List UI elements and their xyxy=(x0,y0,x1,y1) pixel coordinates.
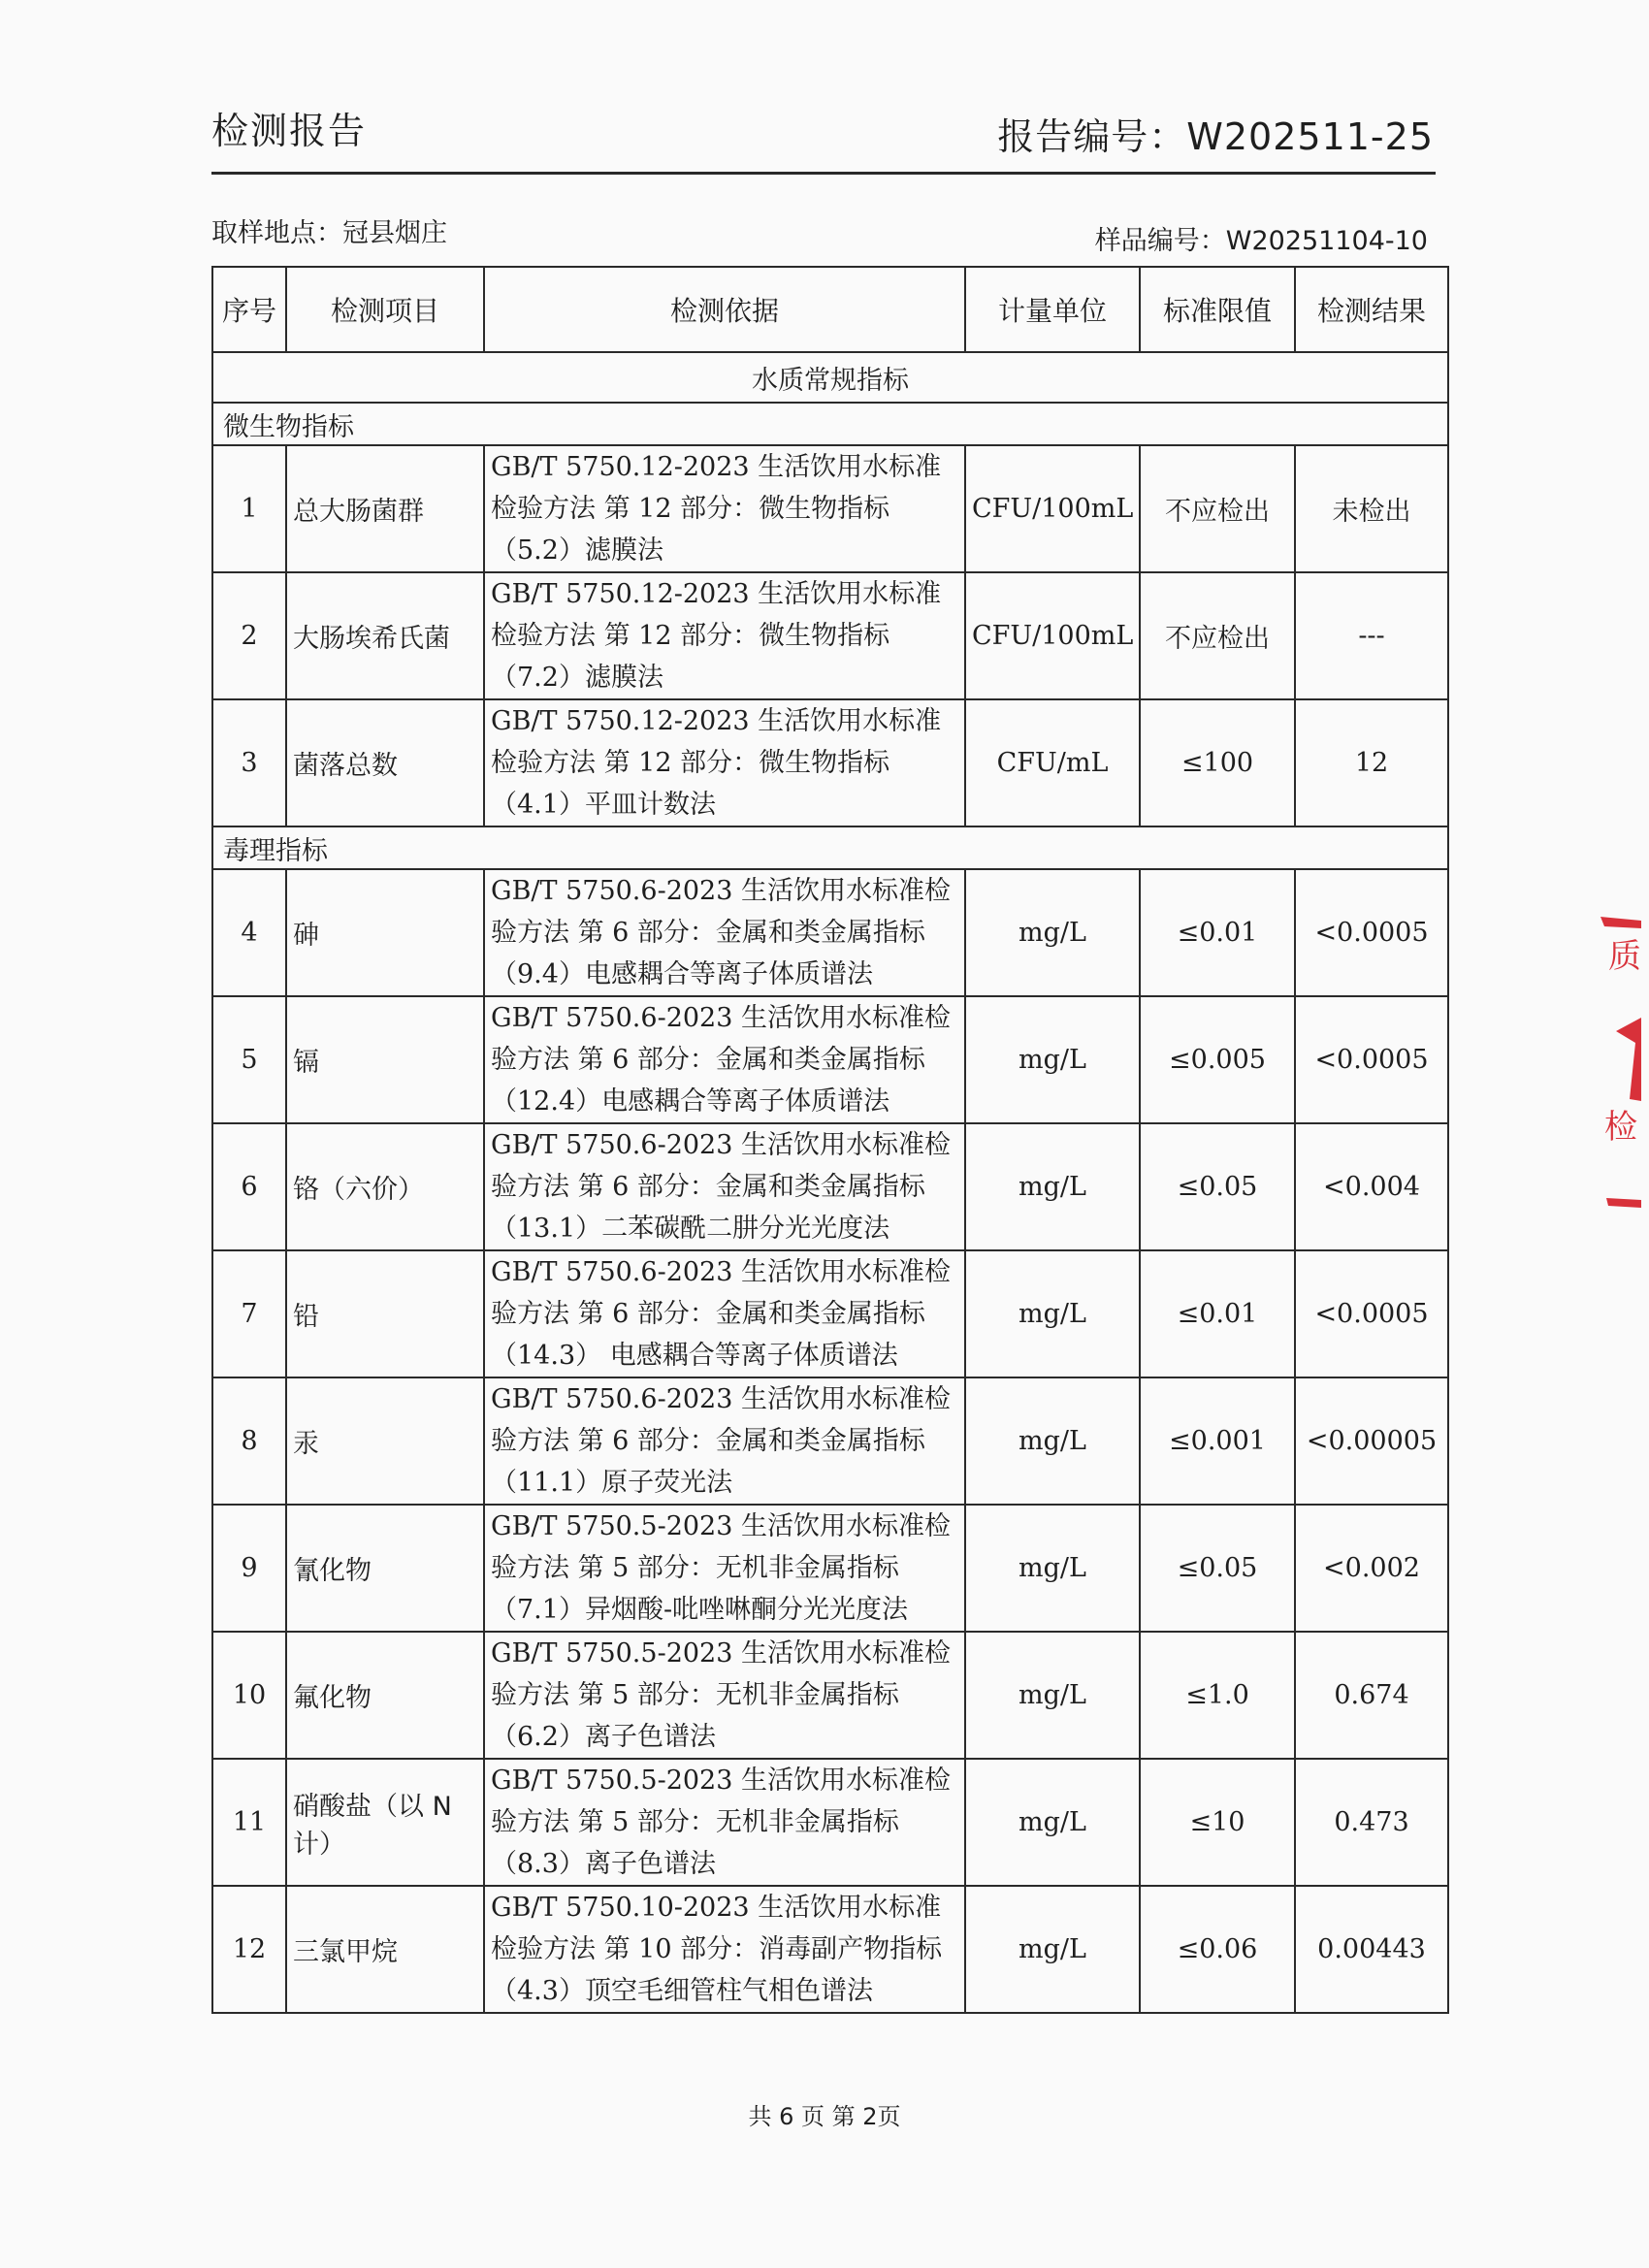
test-item: 三氯甲烷 xyxy=(286,1886,484,2013)
table-row xyxy=(212,869,1448,996)
category-label: 毒理指标 xyxy=(212,826,1448,869)
unit: CFU/mL xyxy=(965,699,1140,826)
table-row xyxy=(212,445,1448,572)
row-number: 6 xyxy=(212,1123,286,1250)
col-header-no: 序号 xyxy=(212,267,286,352)
test-item: 氟化物 xyxy=(286,1632,484,1759)
unit: mg/L xyxy=(965,1505,1140,1632)
row-number: 7 xyxy=(212,1250,286,1377)
row-number: 10 xyxy=(212,1632,286,1759)
standard-limit: 不应检出 xyxy=(1140,572,1295,699)
test-item: 总大肠菌群 xyxy=(286,445,484,572)
table-row xyxy=(212,1250,1448,1377)
col-header-basis: 检测依据 xyxy=(484,267,965,352)
row-number: 12 xyxy=(212,1886,286,2013)
category-label: 微生物指标 xyxy=(212,403,1448,445)
test-basis: GB/T 5750.6-2023 生活饮用水标准检验方法 第 6 部分：金属和类金属指标（11.1）原子荧光法 xyxy=(484,1377,965,1505)
row-number: 4 xyxy=(212,869,286,996)
test-item: 大肠埃希氏菌 xyxy=(286,572,484,699)
test-basis: GB/T 5750.12-2023 生活饮用水标准检验方法 第 12 部分：微生物指标（5.2）滤膜法 xyxy=(484,445,965,572)
test-basis: GB/T 5750.5-2023 生活饮用水标准检验方法 第 5 部分：无机非金属指标（7.1）异烟酸-吡唑啉酮分光光度法 xyxy=(484,1505,965,1632)
test-basis: GB/T 5750.12-2023 生活饮用水标准检验方法 第 12 部分：微生物指标（4.1）平皿计数法 xyxy=(484,699,965,826)
test-result: 0.473 xyxy=(1295,1759,1448,1886)
col-header-item: 检测项目 xyxy=(286,267,484,352)
stamp-char-2: 检 xyxy=(1604,1108,1637,1147)
table-row xyxy=(212,1123,1448,1250)
results-table xyxy=(211,266,1449,2014)
row-number: 1 xyxy=(212,445,286,572)
table-row xyxy=(212,1377,1448,1505)
table-header-row xyxy=(212,267,1448,352)
col-header-result: 检测结果 xyxy=(1295,267,1448,352)
col-header-unit: 计量单位 xyxy=(965,267,1140,352)
report-title: 检测报告 xyxy=(211,110,368,152)
test-basis: GB/T 5750.6-2023 生活饮用水标准检验方法 第 6 部分：金属和类金属指标（9.4）电感耦合等离子体质谱法 xyxy=(484,869,965,996)
test-result: 未检出 xyxy=(1295,445,1448,572)
standard-limit: ≤10 xyxy=(1140,1759,1295,1886)
row-number: 2 xyxy=(212,572,286,699)
unit: mg/L xyxy=(965,1632,1140,1759)
category-row xyxy=(212,403,1448,445)
test-result: --- xyxy=(1295,572,1448,699)
row-number: 5 xyxy=(212,996,286,1123)
test-basis: GB/T 5750.5-2023 生活饮用水标准检验方法 第 5 部分：无机非金属指标（8.3）离子色谱法 xyxy=(484,1759,965,1886)
row-number: 9 xyxy=(212,1505,286,1632)
section-title: 水质常规指标 xyxy=(212,352,1448,403)
test-result: 0.674 xyxy=(1295,1632,1448,1759)
table-row xyxy=(212,1886,1448,2013)
standard-limit: ≤0.05 xyxy=(1140,1505,1295,1632)
report-number: 报告编号：W202511-25 xyxy=(997,115,1434,158)
table-row xyxy=(212,1759,1448,1886)
row-number: 3 xyxy=(212,699,286,826)
test-item: 菌落总数 xyxy=(286,699,484,826)
test-item: 硝酸盐（以 N 计） xyxy=(286,1759,484,1886)
test-result: 12 xyxy=(1295,699,1448,826)
unit: mg/L xyxy=(965,1886,1140,2013)
test-result: <0.002 xyxy=(1295,1505,1448,1632)
test-basis: GB/T 5750.5-2023 生活饮用水标准检验方法 第 5 部分：无机非金属指标（6.2）离子色谱法 xyxy=(484,1632,965,1759)
test-result: <0.0005 xyxy=(1295,869,1448,996)
test-basis: GB/T 5750.10-2023 生活饮用水标准检验方法 第 10 部分：消毒副产物指标（4.3）顶空毛细管柱气相色谱法 xyxy=(484,1886,965,2013)
standard-limit: ≤0.005 xyxy=(1140,996,1295,1123)
table-row xyxy=(212,699,1448,826)
test-result: <0.00005 xyxy=(1295,1377,1448,1505)
header-divider xyxy=(211,172,1436,175)
standard-limit: ≤0.06 xyxy=(1140,1886,1295,2013)
table-row xyxy=(212,572,1448,699)
table-row xyxy=(212,1632,1448,1759)
row-number: 11 xyxy=(212,1759,286,1886)
test-result: <0.004 xyxy=(1295,1123,1448,1250)
sampling-site: 取样地点：冠县烟庄 xyxy=(211,218,447,248)
test-basis: GB/T 5750.6-2023 生活饮用水标准检验方法 第 6 部分：金属和类金属指标（14.3） 电感耦合等离子体质谱法 xyxy=(484,1250,965,1377)
test-item: 铅 xyxy=(286,1250,484,1377)
table-row xyxy=(212,996,1448,1123)
unit: mg/L xyxy=(965,1123,1140,1250)
standard-limit: ≤0.001 xyxy=(1140,1377,1295,1505)
unit: mg/L xyxy=(965,869,1140,996)
unit: mg/L xyxy=(965,1250,1140,1377)
standard-limit: ≤0.01 xyxy=(1140,1250,1295,1377)
red-seal-stamp xyxy=(1587,917,1641,1217)
test-item: 镉 xyxy=(286,996,484,1123)
category-row xyxy=(212,826,1448,869)
table-row xyxy=(212,1505,1448,1632)
test-item: 氰化物 xyxy=(286,1505,484,1632)
unit: mg/L xyxy=(965,1759,1140,1886)
unit: mg/L xyxy=(965,1377,1140,1505)
standard-limit: ≤0.01 xyxy=(1140,869,1295,996)
standard-limit: 不应检出 xyxy=(1140,445,1295,572)
test-basis: GB/T 5750.12-2023 生活饮用水标准检验方法 第 12 部分：微生物指标（7.2）滤膜法 xyxy=(484,572,965,699)
standard-limit: ≤1.0 xyxy=(1140,1632,1295,1759)
col-header-limit: 标准限值 xyxy=(1140,267,1295,352)
page-footer: 共 6 页 第 2页 xyxy=(748,2103,901,2130)
test-result: <0.0005 xyxy=(1295,1250,1448,1377)
sample-number: 样品编号：W20251104-10 xyxy=(1094,226,1428,256)
test-item: 铬（六价） xyxy=(286,1123,484,1250)
test-item: 汞 xyxy=(286,1377,484,1505)
row-number: 8 xyxy=(212,1377,286,1505)
test-result: 0.00443 xyxy=(1295,1886,1448,2013)
unit: mg/L xyxy=(965,996,1140,1123)
test-basis: GB/T 5750.6-2023 生活饮用水标准检验方法 第 6 部分：金属和类金属指标（13.1）二苯碳酰二肼分光光度法 xyxy=(484,1123,965,1250)
standard-limit: ≤0.05 xyxy=(1140,1123,1295,1250)
test-basis: GB/T 5750.6-2023 生活饮用水标准检验方法 第 6 部分：金属和类金属指标（12.4）电感耦合等离子体质谱法 xyxy=(484,996,965,1123)
unit: CFU/100mL xyxy=(965,572,1140,699)
standard-limit: ≤100 xyxy=(1140,699,1295,826)
unit: CFU/100mL xyxy=(965,445,1140,572)
test-item: 砷 xyxy=(286,869,484,996)
stamp-char-1: 质 xyxy=(1608,937,1641,976)
test-result: <0.0005 xyxy=(1295,996,1448,1123)
section-title-row xyxy=(212,352,1448,403)
